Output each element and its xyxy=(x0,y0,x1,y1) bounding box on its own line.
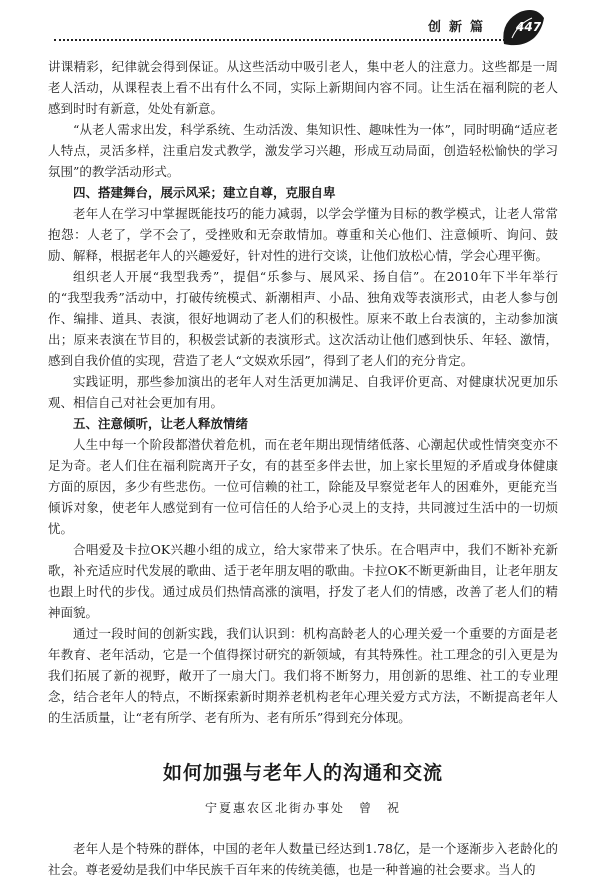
article-title: 如何加强与老年人的沟通和交流 xyxy=(162,762,443,784)
paragraph: “从老人需求出发，科学系统、生动活泼、集知识性、趣味性为一体”，同时明确“适应老人特点，灵活多样，注重启发式教学，激发学习兴趣，形成互动局面，创造轻松愉快的学习氛围”的教学活动形式。 xyxy=(48,122,558,179)
column-heading: 创新篇 xyxy=(428,20,492,35)
paragraph: 人生中每一个阶段都潜伏着危机，而在老年期出现情绪低落、心潮起伏或性情突变亦不足为奇。老人们住在福利院离开子女，有的甚至多伴去世，加上家长里短的矛盾或身体健康方面的原因，多少有些悲伤。一位可信赖的社工，除能及早察觉老年人的困难外，更能充当倾诉对象，使老年人感觉到有一位可信任的人给予心灵上的支持，共同渡过生活中的一切烦忧。 xyxy=(48,437,558,536)
section-heading: 五、注意倾听，让老人释放情绪 xyxy=(73,416,249,431)
paragraph: 通过一段时间的创新实践，我们认识到：机构高龄老人的心理关爱一个重要的方面是老年教育、老年活动，它是一个值得探讨研究的新领域，有其特殊性。社工理念的引入更是为我们拓展了新的视野，敞开了一扇大门。我们将不断努力，用创新的思维、社工的专业理念，结合老年人的特点，不断探索新时期养老机构老年心理关爱方式方法，不断提高老年人的生活质量，让“老有所学、老有所为、老有所乐”得到充分体现。 xyxy=(48,626,558,725)
paragraph: 合唱爱及卡拉OK兴趣小组的成立，给大家带来了快乐。在合唱声中，我们不断补充新歌，补充适应时代发展的歌曲、适于老年朋友唱的歌曲。卡拉OK不断更新曲目，让老年朋友也跟上时代的步伐。通过成员们热情高涨的演唱，抒发了老人们的情感，改善了老人们的精神面貌。 xyxy=(48,542,558,620)
page-body xyxy=(48,56,558,880)
paragraph: 组织老人开展“我型我秀”，提倡“乐参与、展风采、扬自信”。在2010年下半年举行的“我型我秀”活动中，打破传统模式、新潮相声、小品、独角戏等表演形式，由老人参与创作、编排、道具、表演，很好地调动了老人们的积极性。原来不敢上台表演的，主动参加演出；原来表演在节目的，积极尝试新的表演形式。这次活动让他们感到快乐、年轻、激情，感到自我价值的实现，营造了老人“文娱欢乐园”，得到了老人们的充分肯定。 xyxy=(48,269,558,368)
header-dotted-rule xyxy=(54,39,509,41)
paragraph: 讲课精彩，纪律就会得到保证。从这些活动中吸引老人，集中老人的注意力。这些都是一周老人活动，从课程表上看不出有什么不同，实际上新期间内容不同。让生活在福利院的老人感到时时有新意，处处有新意。 xyxy=(48,59,558,116)
page-number: 447 xyxy=(516,20,542,34)
paragraph: 实践证明，那些参加演出的老年人对生活更加满足、自我评价更高、对健康状况更加乐观、相信自己对社会更加有用。 xyxy=(48,374,558,410)
page-header xyxy=(0,0,600,46)
paragraph: 老年人在学习中掌握既能技巧的能力减弱，以学会学懂为目标的教学模式，让老人常常抱怨：人老了，学不会了，受挫败和无奈敢情加。尊重和关心他们、注意倾听、询问、鼓励、解释，根据老年人的兴趣爱好，针对性的进行交谈，让他们放松心情，学会心理平衡。 xyxy=(48,206,558,263)
article-byline: 宁夏惠农区北街办事处 曾 祝 xyxy=(204,801,401,815)
section-heading: 四、搭建舞台，展示风采；建立自尊，克服自卑 xyxy=(73,185,336,200)
paragraph: 老年人是个特殊的群体，中国的老年人数量已经达到1.78亿，是一个逐渐步入老龄化的社会。尊老爱幼是我们中华民族千百年来的传统美德，也是一种普遍的社会要求。当人的 xyxy=(48,841,558,877)
